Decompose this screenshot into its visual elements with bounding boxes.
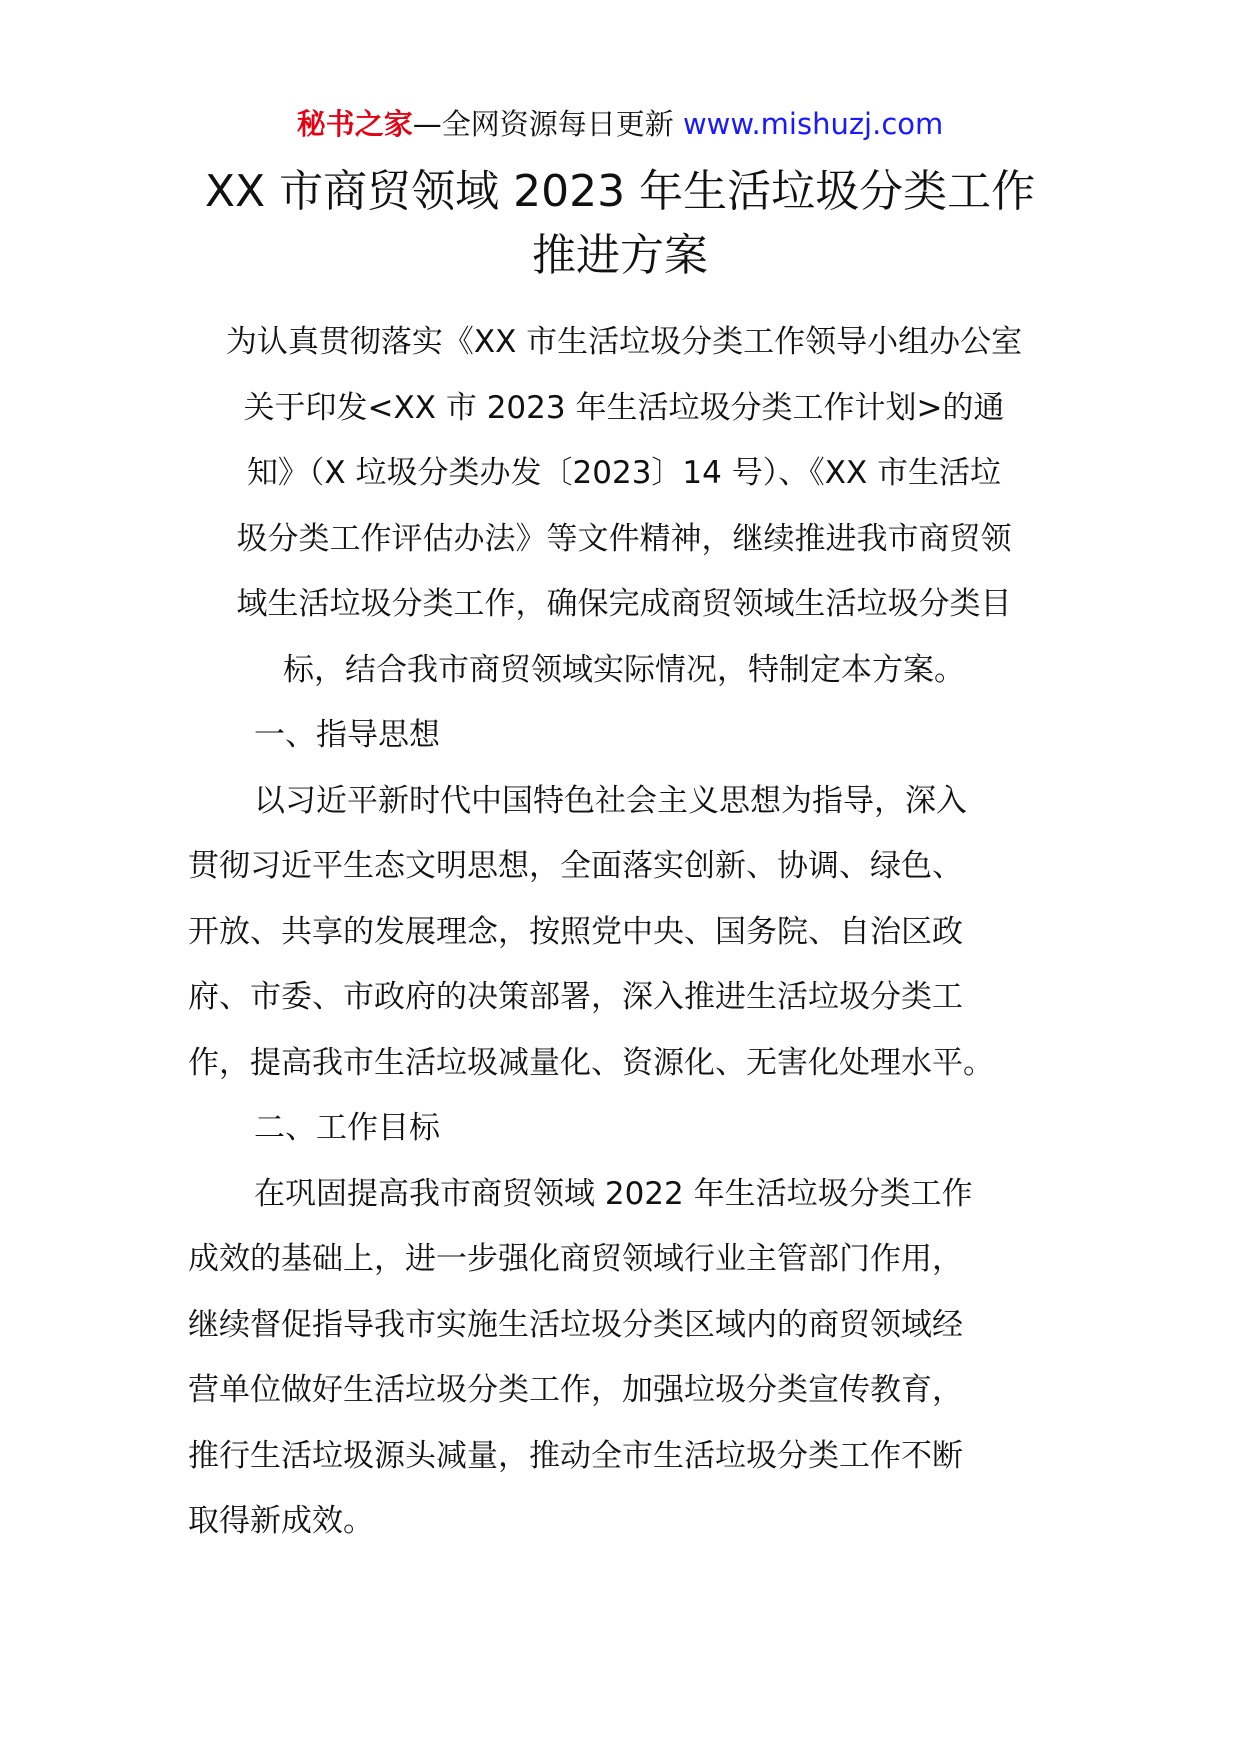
intro-line: 关于印发<XX 市 2023 年生活垃圾分类工作计划>的通 bbox=[243, 389, 1005, 426]
site-brand: 秘书之家 bbox=[296, 107, 413, 141]
paragraph-line: 营单位做好生活垃圾分类工作，加强垃圾分类宣传教育， bbox=[188, 1372, 963, 1408]
section-guiding-ideology bbox=[188, 703, 1060, 1096]
paragraph-line: 取得新成效。 bbox=[188, 1503, 374, 1539]
paragraph-line: 推行生活垃圾源头减量，推动全市生活垃圾分类工作不断 bbox=[188, 1437, 963, 1474]
paragraph-line: 以习近平新时代中国特色社会主义思想为指导，深入 bbox=[254, 782, 967, 819]
site-slogan: —全网资源每日更新 bbox=[412, 107, 674, 141]
intro-line: 标，结合我市商贸领域实际情况，特制定本方案。 bbox=[283, 651, 965, 688]
paragraph-line: 作，提高我市生活垃圾减量化、资源化、无害化处理水平。 bbox=[188, 1044, 994, 1081]
paragraph-line: 在巩固提高我市商贸领域 2022 年生活垃圾分类工作 bbox=[254, 1175, 973, 1212]
intro-line: 域生活垃圾分类工作，确保完成商贸领域生活垃圾分类目 bbox=[236, 586, 1012, 622]
intro-line: 为认真贯彻落实《XX 市生活垃圾分类工作领导小组办公室 bbox=[225, 324, 1023, 360]
site-url-link[interactable]: www.mishuzj.com bbox=[682, 107, 944, 141]
paragraph-line: 继续督促指导我市实施生活垃圾分类区域内的商贸领域经 bbox=[188, 1306, 963, 1343]
paragraph-line: 府、市委、市政府的决策部署，深入推进生活垃圾分类工 bbox=[188, 979, 963, 1015]
site-header bbox=[0, 104, 1240, 144]
paragraph-line: 成效的基础上，进一步强化商贸领域行业主管部门作用， bbox=[188, 1241, 963, 1277]
document-title bbox=[130, 160, 1110, 288]
intro-line: 圾分类工作评估办法》等文件精神，继续推进我市商贸领 bbox=[236, 520, 1012, 557]
section-work-goals bbox=[188, 1096, 1060, 1555]
paragraph-line: 开放、共享的发展理念，按照党中央、国务院、自治区政 bbox=[188, 913, 963, 950]
section-heading: 一、指导思想 bbox=[254, 717, 440, 753]
section-heading: 二、工作目标 bbox=[254, 1110, 440, 1146]
document-title-line: XX 市商贸领域 2023 年生活垃圾分类工作 bbox=[204, 166, 1036, 217]
intro-paragraph bbox=[188, 310, 1060, 703]
intro-line: 知》（X 垃圾分类办发〔2023〕14 号）、《XX 市生活垃 bbox=[246, 455, 1002, 491]
document-title-line: 推进方案 bbox=[532, 230, 708, 281]
paragraph-line: 贯彻习近平生态文明思想，全面落实创新、协调、绿色、 bbox=[188, 848, 963, 884]
